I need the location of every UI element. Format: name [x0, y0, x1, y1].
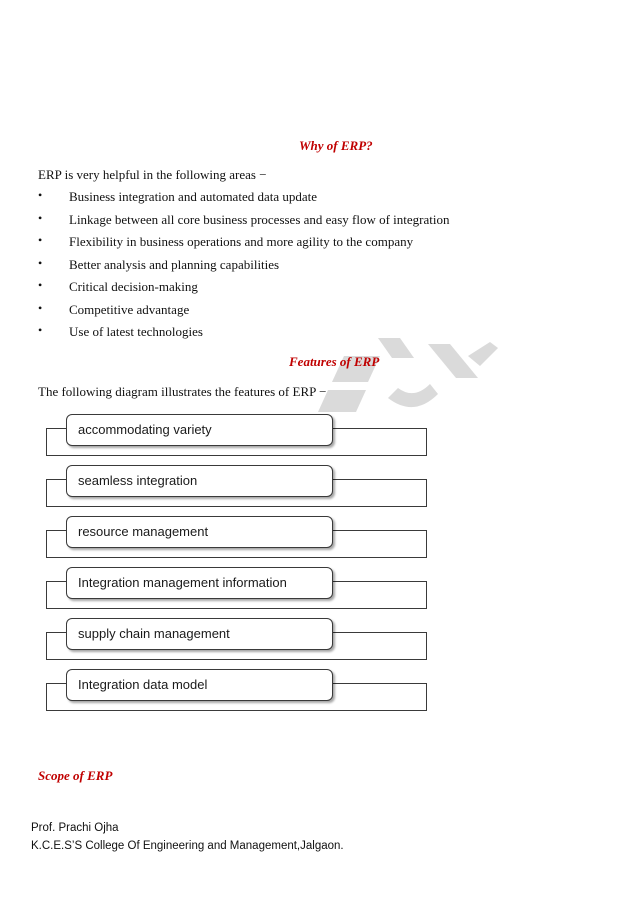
feature-label: resource management — [78, 524, 209, 539]
feature-label: seamless integration — [78, 473, 198, 488]
why-erp-heading: Why of ERP? — [299, 138, 373, 153]
bullet-dot-icon: • — [38, 323, 43, 337]
feature-label: Integration data model — [78, 677, 208, 692]
bullet-text: Better analysis and planning capabilities — [69, 256, 280, 272]
bullet-dot-icon: • — [38, 188, 43, 202]
feature-item — [40, 667, 432, 713]
scope-erp-heading: Scope of ERP — [38, 768, 113, 783]
feature-label-box — [66, 516, 333, 548]
why-erp-intro: ERP is very helpful in the following areas − — [38, 167, 267, 182]
bullet-dot-icon: • — [38, 300, 43, 315]
feature-label: supply chain management — [78, 626, 230, 641]
bullet-text: Competitive advantage — [69, 301, 190, 317]
feature-item — [40, 565, 432, 611]
feature-item — [40, 412, 432, 458]
feature-item — [40, 463, 432, 509]
feature-item — [40, 616, 432, 662]
feature-label: accommodating variety — [78, 422, 212, 437]
features-erp-heading: Features of ERP — [289, 354, 380, 369]
watermark-logo — [318, 338, 498, 412]
bullet-dot-icon: • — [38, 255, 43, 270]
feature-label-box — [66, 465, 333, 497]
features-erp-intro: The following diagram illustrates the features of ERP − — [38, 384, 327, 399]
footer-institution: K.C.E.S’S College Of Engineering and Management,Jalgaon. — [31, 840, 344, 852]
feature-item — [40, 514, 432, 560]
feature-label-box — [66, 567, 333, 599]
feature-label: Integration management information — [78, 575, 287, 590]
bullet-text: Flexibility in business operations and more agility to the company — [69, 234, 414, 249]
footer-author: Prof. Prachi Ojha — [31, 822, 119, 834]
bullet-text: Business integration and automated data update — [69, 189, 318, 204]
bullet-dot-icon: • — [38, 278, 43, 292]
feature-label-box — [66, 618, 333, 650]
bullet-text: Use of latest technologies — [69, 324, 203, 339]
feature-label-box — [66, 669, 333, 701]
feature-label-box — [66, 414, 333, 446]
bullet-text: Critical decision-making — [69, 279, 198, 294]
bullet-text: Linkage between all core business processes and easy flow of integration — [69, 211, 450, 227]
erp-features-diagram — [40, 412, 432, 717]
bullet-dot-icon: • — [38, 210, 43, 225]
bullet-dot-icon: • — [38, 233, 43, 247]
